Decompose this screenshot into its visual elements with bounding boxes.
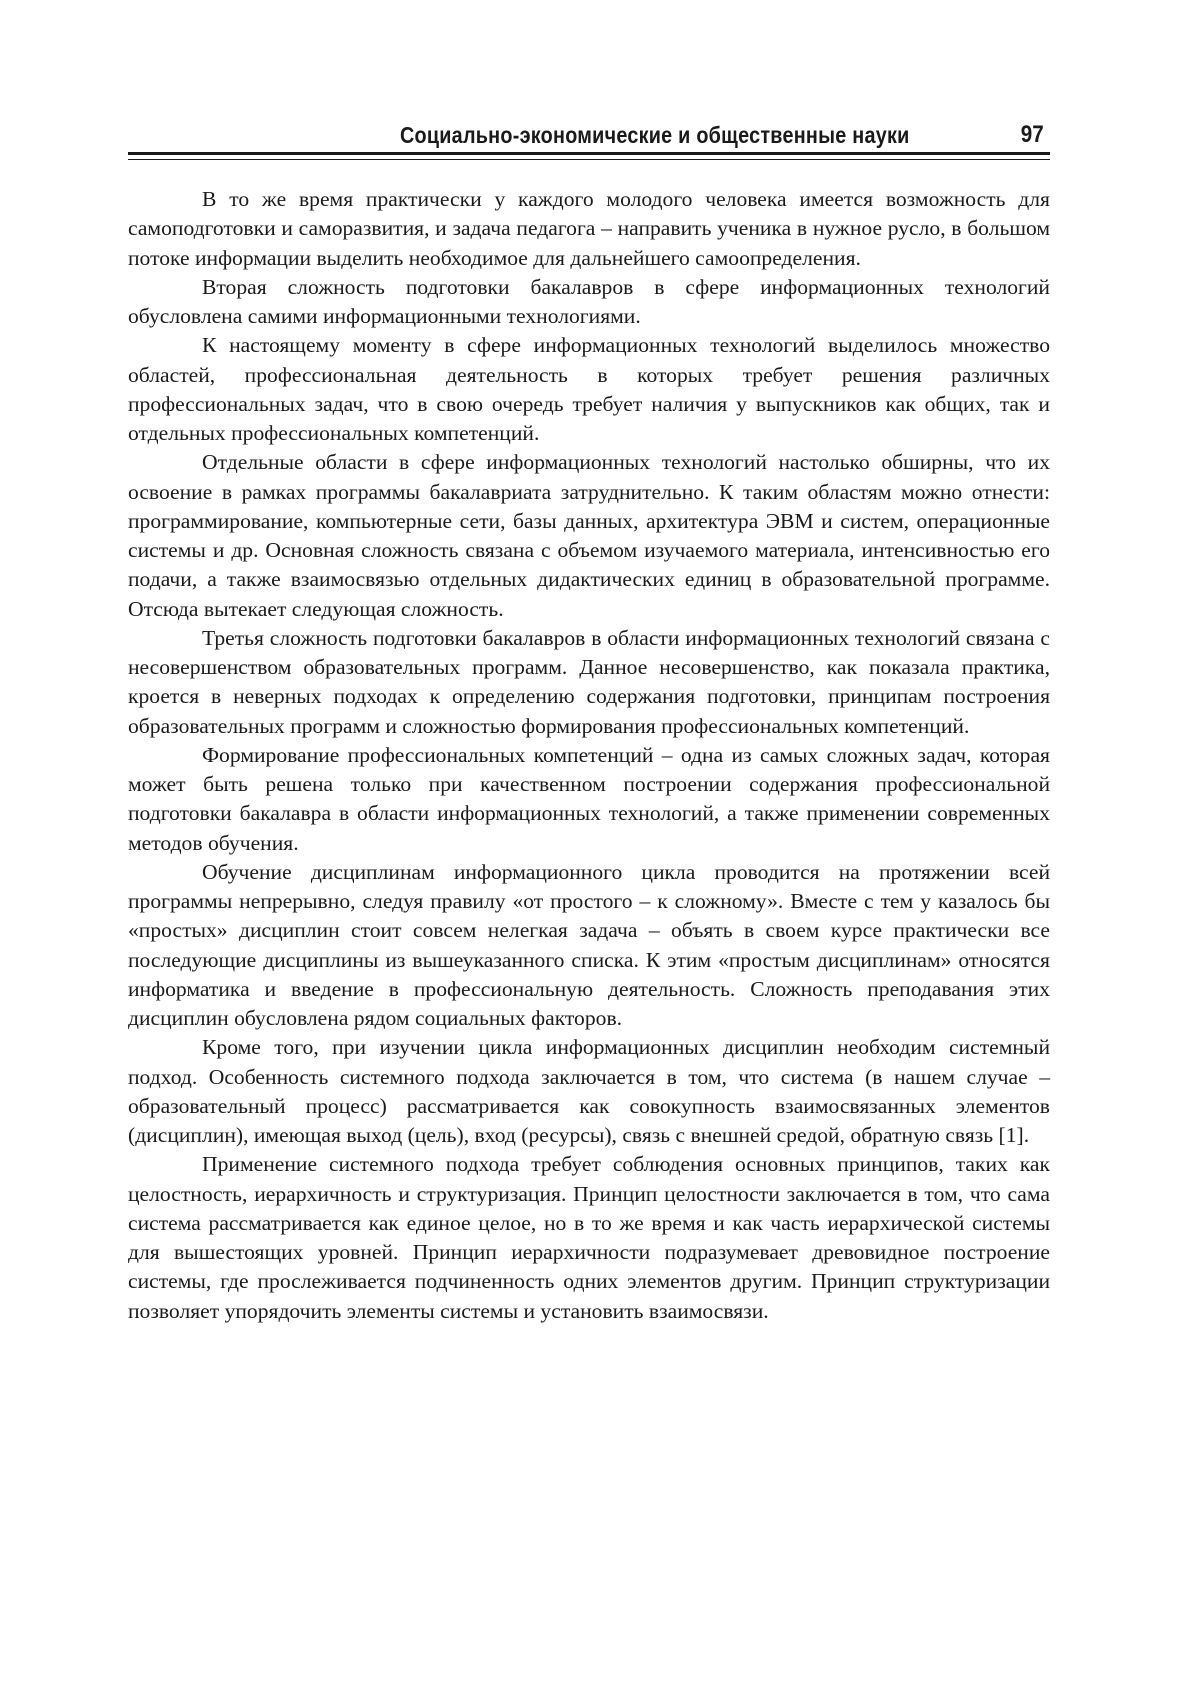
paragraph: В то же время практически у каждого молодого человека имеется возможность для самоподготовки и саморазвития, и задача педагога – направить ученика в нужное русло, в большом потоке информации выделить необходимое для дальнейшего самоопределения. <box>128 187 1050 270</box>
paragraph: Обучение дисциплинам информационного цикла проводится на протяжении всей программы непрерывно, следуя правилу «от простого – к сложному». Вместе с тем у казалось бы «простых» дисциплин стоит совсем нелегкая задача – объять в своем курсе практически все последующие дисциплины из вышеуказанного списка. К этим «простым дисциплинам» относятся информатика и введение в профессиональную деятельность. Сложность преподавания этих дисциплин обусловлена рядом социальных факторов. <box>128 859 1050 1030</box>
paragraph: Применение системного подхода требует соблюдения основных принципов, таких как целостность, иерархичность и структуризация. Принцип целостности заключается в том, что сама система рассматривается как единое целое, но в то же время и как часть иерархической системы для вышестоящих уровней. Принцип иерархичности подразумевает древовидное построение системы, где прослеживается подчиненность одних элементов другим. Принцип структуризации позволяет упорядочить элементы системы и установить взаимосвязи. <box>128 1152 1050 1323</box>
page <box>128 118 1050 1326</box>
running-header <box>128 118 1050 155</box>
paragraph: Отдельные области в сфере информационных технологий настолько обширны, что их освоение в рамках программы бакалавриата затруднительно. К таким областям можно отнести: программирование, компьютерные сети, базы данных, архитектура ЭВМ и систем, операционные системы и др. Основная сложность связана с объемом изучаемого материала, интенсивностью его подачи, а также взаимосвязью отдельных дидактических единиц в образовательной программе. Отсюда вытекает следующая сложность. <box>128 450 1050 621</box>
paragraph: К настоящему моменту в сфере информационных технологий выделилось множество областей, профессиональная деятельность в которых требует решения различных профессиональных задач, что в свою очередь требует наличия у выпускников как общих, так и отдельных профессиональных компетенций. <box>128 333 1050 445</box>
body-text <box>128 185 1050 1326</box>
paragraph: Третья сложность подготовки бакалавров в области информационных технологий связана с несовершенством образовательных программ. Данное несовершенство, как показала практика, кроется в неверных подходах к определению содержания подготовки, принципам построения образовательных программ и сложностью формирования профессиональных компетенций. <box>128 625 1050 738</box>
paragraph: Вторая сложность подготовки бакалавров в сфере информационных технологий обусловлена самими информационными технологиями. <box>128 274 1050 328</box>
page-number: 97 <box>1021 121 1044 148</box>
paragraph: Формирование профессиональных компетенций – одна из самых сложных задач, которая может быть решена только при качественном построении содержания профессиональной подготовки бакалавра в области информационных технологий, а также применении современных методов обучения. <box>128 742 1050 855</box>
paragraph: Кроме того, при изучении цикла информационных дисциплин необходим системный подход. Особенность системного подхода заключается в том, что система (в нашем случае – образовательный процесс) рассматривается как совокупность взаимосвязанных элементов (дисциплин), имеющая выход (цель), вход (ресурсы), связь с внешней средой, обратную связь [1]. <box>128 1035 1050 1147</box>
header-title: Социально-экономические и общественные науки <box>400 122 910 148</box>
